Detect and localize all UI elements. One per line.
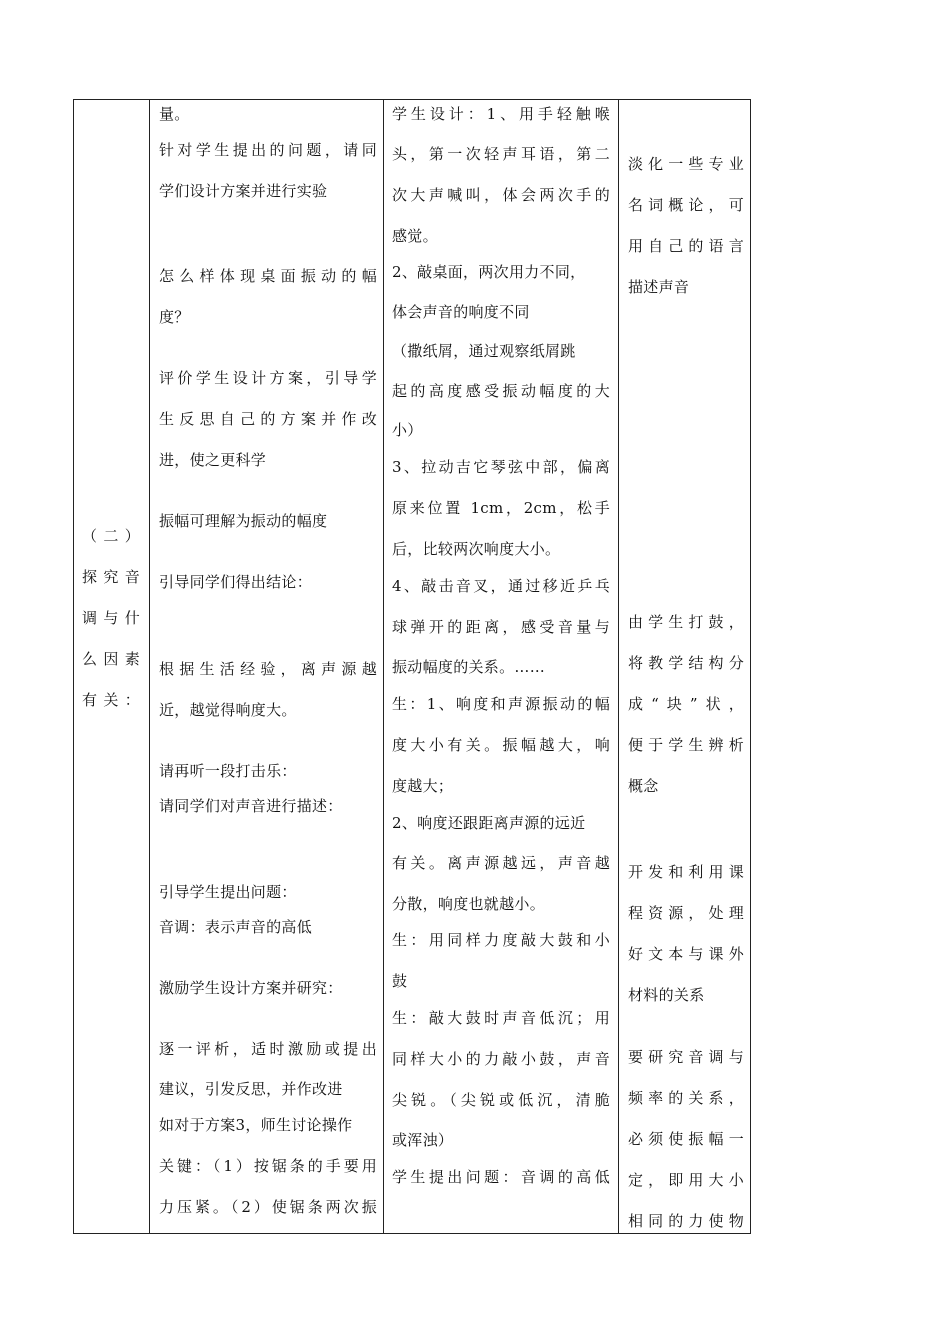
student-line: 有关。离声源越远，声音越 — [392, 854, 610, 872]
student-line: 头，第一次轻声耳语，第二 — [392, 145, 610, 163]
teacher-line: 建议，引发反思，并作改进 — [159, 1080, 343, 1098]
student-line: 振动幅度的关系。…… — [392, 658, 546, 676]
design-notes-cell — [628, 100, 744, 1233]
teacher-line: 引导同学们得出结论： — [159, 573, 313, 591]
student-line: 3、拉动吉它琴弦中部，偏离 — [392, 458, 610, 476]
teacher-line: 音调：表示声音的高低 — [159, 918, 313, 936]
student-line: 学生设计：1、用手轻触喉 — [392, 105, 610, 123]
stage-line: 有关： — [82, 691, 140, 709]
teacher-line: 生反思自己的方案并作改 — [159, 410, 377, 428]
teacher-line: 引导学生提出问题： — [159, 883, 297, 901]
note-line: 必须使振幅一 — [628, 1130, 744, 1148]
teacher-line: 如对于方案3，师生讨论操作 — [159, 1116, 353, 1134]
student-line: 体会声音的响度不同 — [392, 303, 530, 321]
teacher-line: 请再听一段打击乐： — [159, 762, 297, 780]
student-line: 分散，响度也就越小。 — [392, 895, 546, 913]
teacher-line: 逐一评析，适时激励或提出 — [159, 1040, 377, 1058]
stage-line: 么因素 — [82, 650, 140, 668]
teacher-activity-cell — [159, 100, 377, 1233]
student-line: 2、敲桌面，两次用力不同， — [392, 263, 586, 281]
student-line: 后，比较两次响度大小。 — [392, 540, 561, 558]
note-line: 相同的力使物 — [628, 1212, 744, 1230]
note-line: 将教学结构分 — [628, 654, 744, 672]
student-line: 鼓 — [392, 972, 408, 990]
note-line: 要研究音调与 — [628, 1048, 744, 1066]
teacher-line: 针对学生提出的问题，请同 — [159, 141, 377, 159]
student-line: 度越大； — [392, 777, 454, 795]
column-divider — [383, 100, 384, 1233]
stage-cell — [82, 100, 140, 1233]
student-line: 尖锐。（尖锐或低沉，清脆 — [392, 1091, 610, 1109]
teacher-line: 进，使之更科学 — [159, 451, 267, 469]
student-line: 生：敲大鼓时声音低沉；用 — [392, 1009, 610, 1027]
note-line: 频率的关系， — [628, 1089, 744, 1107]
teacher-line: 根据生活经验，离声源越 — [159, 660, 377, 678]
note-line: 描述声音 — [628, 278, 690, 296]
note-line: 开发和利用课 — [628, 863, 744, 881]
note-line: 由学生打鼓， — [628, 613, 744, 631]
teacher-line: 评价学生设计方案，引导学 — [159, 369, 377, 387]
column-divider — [149, 100, 150, 1233]
student-line: 4、敲击音叉，通过移近乒乓 — [392, 577, 610, 595]
teacher-line: 关键：（1）按锯条的手要用 — [159, 1157, 377, 1175]
note-line: 淡化一些专业 — [628, 155, 744, 173]
teacher-line: 度？ — [159, 308, 190, 326]
teacher-line: 怎么样体现桌面振动的幅 — [159, 267, 377, 285]
teacher-line: 力压紧。（2）使锯条两次振 — [159, 1198, 377, 1216]
note-line: 便于学生辨析 — [628, 736, 744, 754]
stage-line: 探究音 — [82, 568, 140, 586]
column-divider — [618, 100, 619, 1233]
lesson-table — [73, 99, 751, 1234]
student-line: 原来位置 1cm，2cm，松手 — [392, 499, 610, 517]
student-line: 学生提出问题：音调的高低 — [392, 1168, 610, 1186]
note-line: 用自己的语言 — [628, 237, 744, 255]
teacher-line: 近，越觉得响度大。 — [159, 701, 297, 719]
student-activity-cell — [392, 100, 610, 1233]
student-line: 生：用同样力度敲大鼓和小 — [392, 931, 610, 949]
student-line: 次大声喊叫，体会两次手的 — [392, 186, 610, 204]
note-line: 概念 — [628, 777, 659, 795]
teacher-line: 学们设计方案并进行实验 — [159, 182, 328, 200]
student-line: 2、响度还跟距离声源的远近 — [392, 814, 586, 832]
note-line: 名词概论，可 — [628, 196, 744, 214]
student-line: 球弹开的距离，感受音量与 — [392, 618, 610, 636]
note-line: 定，即用大小 — [628, 1171, 744, 1189]
stage-line: 调与什 — [82, 609, 140, 627]
teacher-line: 激励学生设计方案并研究： — [159, 979, 343, 997]
student-line: （撒纸屑，通过观察纸屑跳 — [392, 342, 576, 360]
teacher-line: 量。 — [159, 105, 190, 123]
note-line: 成“块”状， — [628, 695, 744, 713]
note-line: 好文本与课外 — [628, 945, 744, 963]
student-line: 度大小有关。振幅越大，响 — [392, 736, 610, 754]
teacher-line: 振幅可理解为振动的幅度 — [159, 512, 328, 530]
note-line: 材料的关系 — [628, 986, 705, 1004]
student-line: 生：1、响度和声源振动的幅 — [392, 695, 610, 713]
note-line: 程资源，处理 — [628, 904, 744, 922]
student-line: 或浑浊） — [392, 1131, 454, 1149]
student-line: 小） — [392, 421, 423, 439]
stage-line: （二） — [82, 527, 140, 545]
student-line: 起的高度感受振动幅度的大 — [392, 382, 610, 400]
teacher-line: 请同学们对声音进行描述： — [159, 797, 343, 815]
student-line: 感觉。 — [392, 227, 438, 245]
student-line: 同样大小的力敲小鼓，声音 — [392, 1050, 610, 1068]
